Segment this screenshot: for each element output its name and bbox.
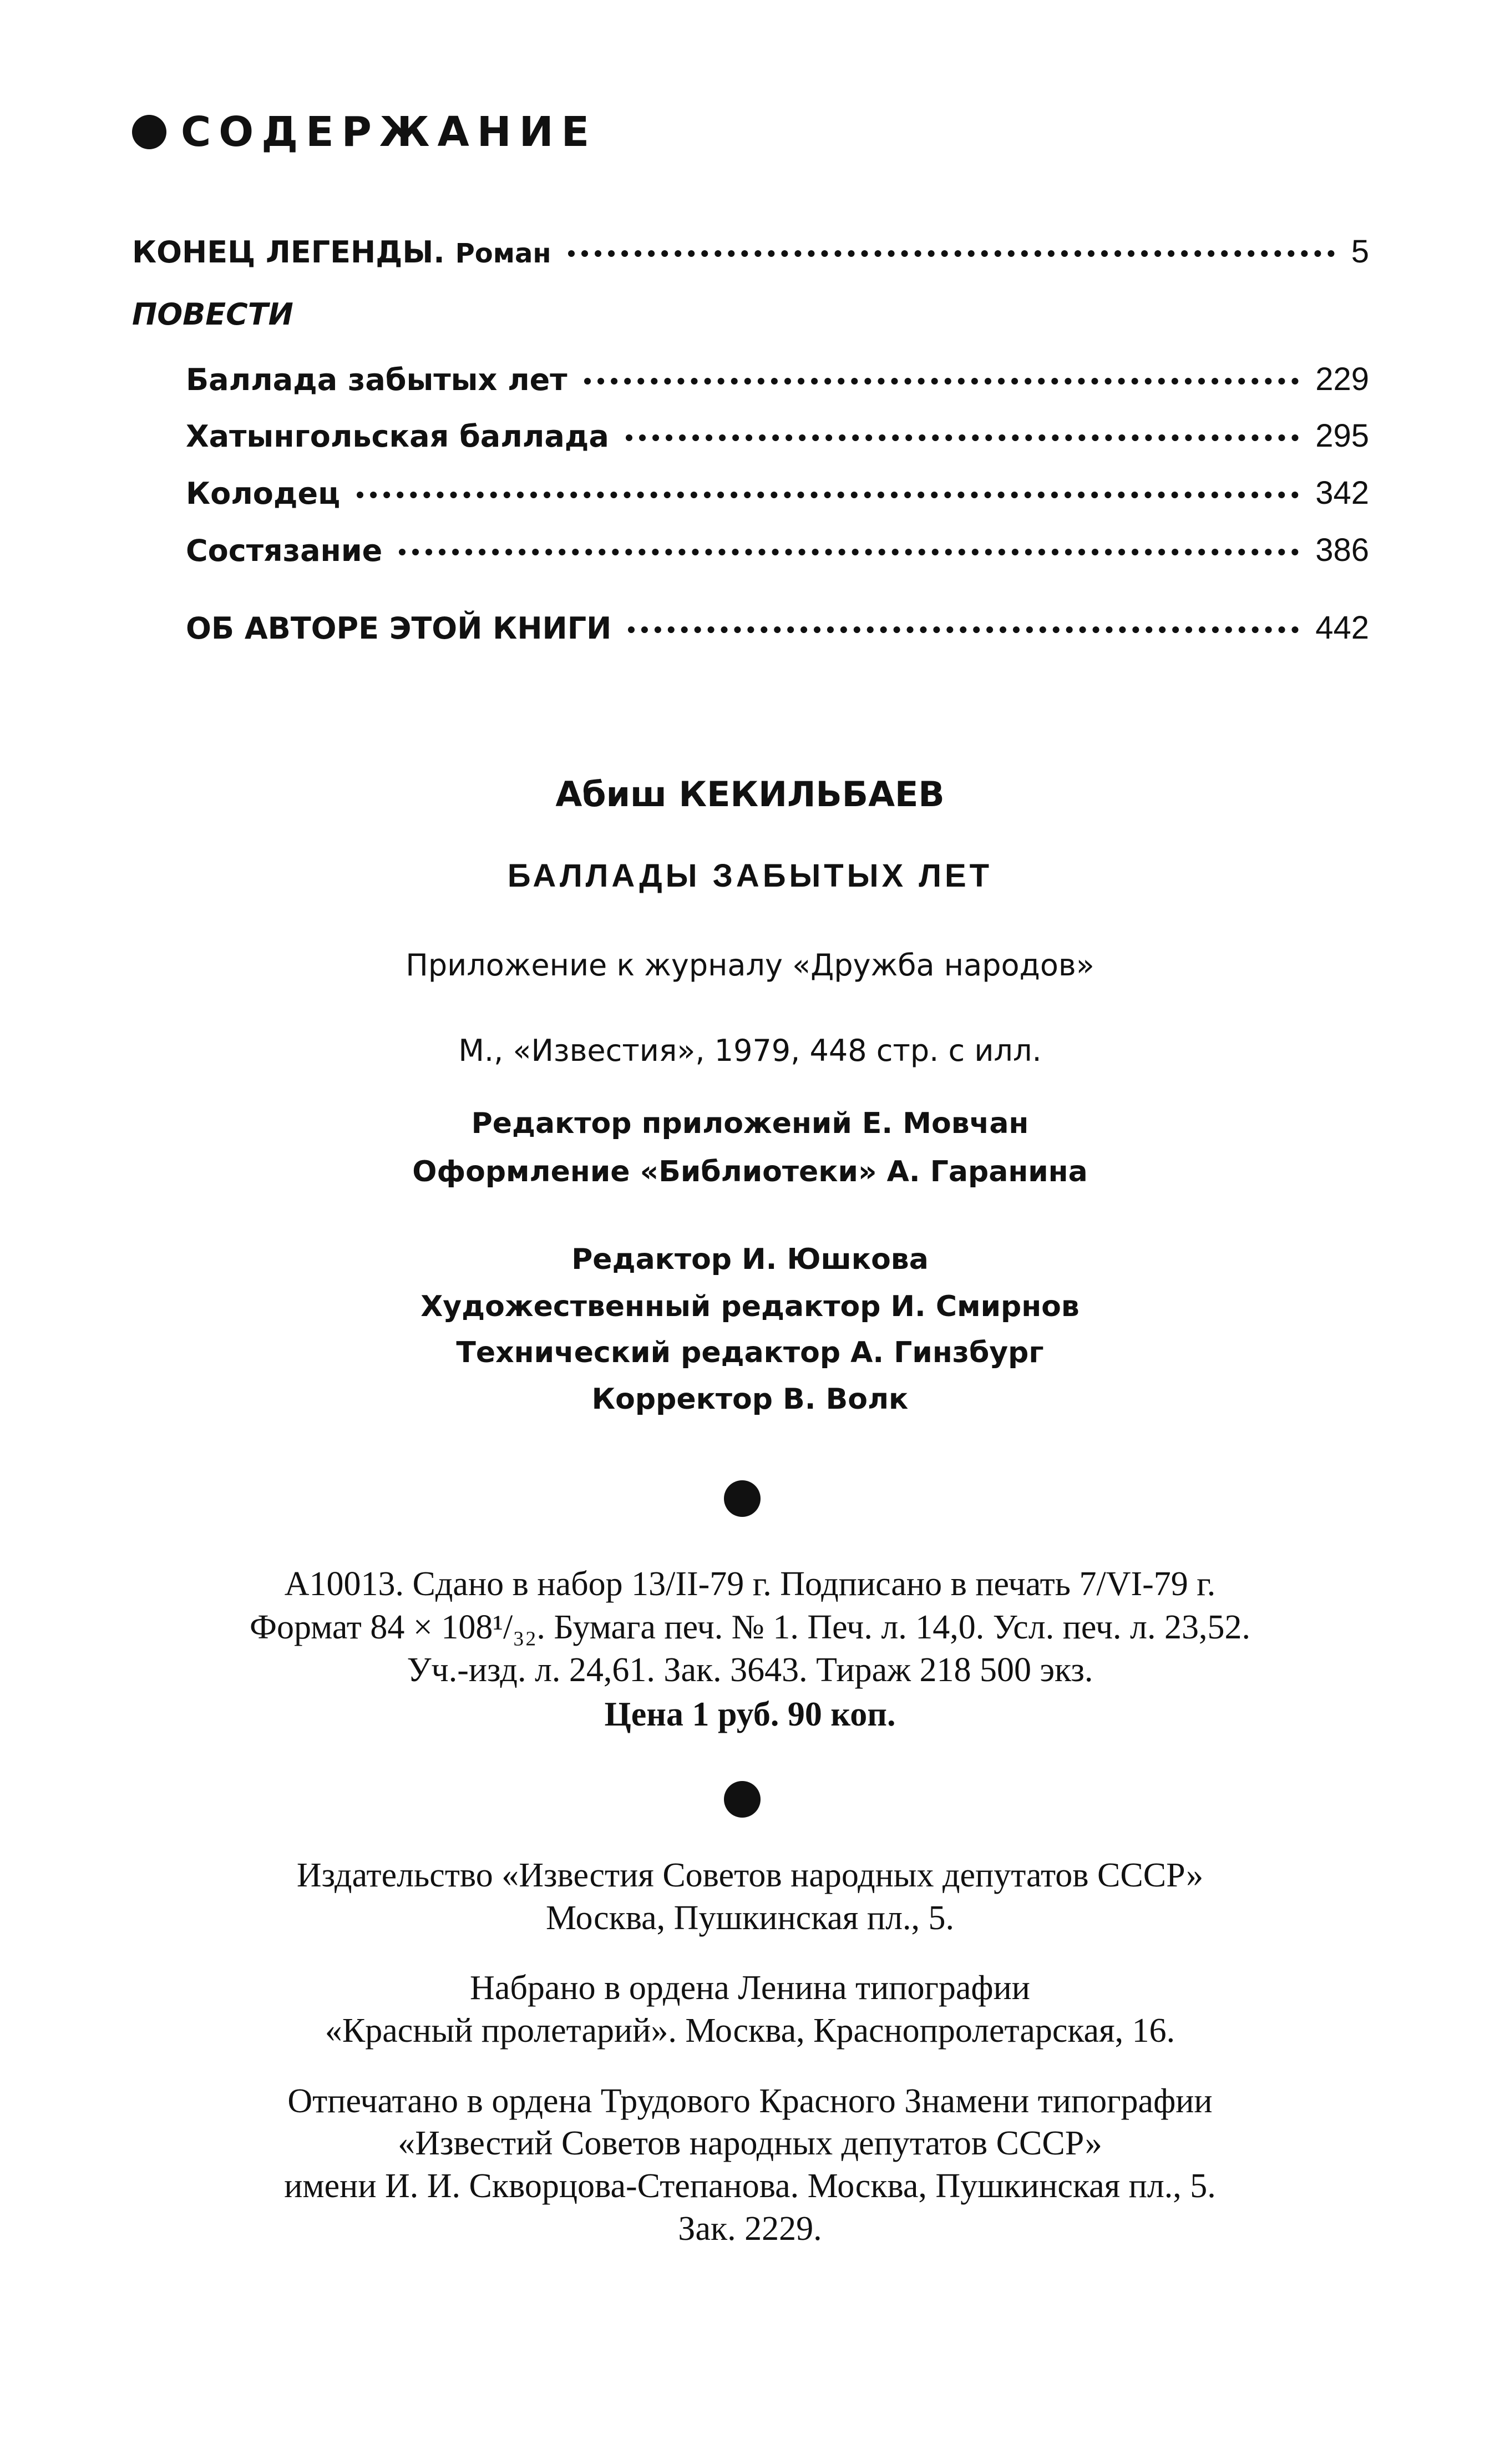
credit-line: Художественный редактор И. Смирнов bbox=[420, 1290, 1080, 1323]
dot-leader bbox=[626, 434, 1299, 441]
printing-line: «Известий Советов народных депутатов СССР» bbox=[398, 2124, 1102, 2162]
printing-line: Отпечатано в ордена Трудового Красного Знамени типографии bbox=[287, 2082, 1213, 2120]
toc-entry bbox=[132, 233, 1369, 277]
toc-entry-label: КОНЕЦ ЛЕГЕНДЫ. Роман bbox=[132, 235, 551, 270]
toc-entry-page: 295 bbox=[1315, 418, 1369, 454]
credit-line: Оформление «Библиотеки» А. Гаранина bbox=[412, 1155, 1088, 1188]
toc-entry-label: ОБ АВТОРЕ ЭТОЙ КНИГИ bbox=[186, 611, 612, 646]
publisher-line: Москва, Пушкинская пл., 5. bbox=[545, 1899, 955, 1937]
book-title: БАЛЛАДЫ ЗАБЫТЫХ ЛЕТ bbox=[507, 858, 993, 894]
author-name: Абиш КЕКИЛЬБАЕВ bbox=[555, 774, 945, 814]
print-details-line: А10013. Сдано в набор 13/II-79 г. Подписано в печать 7/VI-79 г. bbox=[284, 1565, 1216, 1603]
bullet-icon bbox=[132, 115, 166, 149]
typesetting-line: «Красный пролетарий». Москва, Краснопролетарская, 16. bbox=[325, 2012, 1175, 2050]
dot-leader bbox=[399, 549, 1299, 555]
toc-entry bbox=[186, 609, 1369, 654]
book-subtitle: Приложение к журналу «Дружба народов» bbox=[406, 948, 1094, 983]
credit-line: Корректор В. Волк bbox=[591, 1383, 909, 1416]
toc-entry-page: 5 bbox=[1351, 234, 1369, 270]
publisher-line: Издательство «Известия Советов народных депутатов СССР» bbox=[296, 1856, 1204, 1894]
toc-entry bbox=[186, 417, 1369, 462]
toc-entry-note: Роман bbox=[455, 238, 551, 269]
separator-bullet-icon bbox=[724, 1480, 761, 1517]
toc-entry bbox=[186, 361, 1369, 405]
credit-line: Редактор И. Юшкова bbox=[571, 1243, 929, 1276]
separator-bullet-icon bbox=[724, 1781, 761, 1818]
toc-entry-label: Состязание bbox=[186, 533, 383, 568]
toc-entry-label: Колодец bbox=[186, 476, 341, 511]
toc-entry-label: Хатынгольская баллада bbox=[186, 419, 609, 454]
price: Цена 1 руб. 90 коп. bbox=[604, 1696, 896, 1733]
toc-entry bbox=[186, 474, 1369, 519]
dot-leader bbox=[357, 492, 1299, 498]
order-number: Зак. 2229. bbox=[678, 2210, 822, 2248]
toc-section-heading: ПОВЕСТИ bbox=[132, 297, 293, 332]
print-details-line: Формат 84 × 108¹/₃₂. Бумага печ. № 1. Печ. л. 14,0. Усл. печ. л. 23,52. bbox=[250, 1608, 1250, 1646]
toc-title: СОДЕРЖАНИЕ bbox=[181, 108, 597, 156]
toc-entry-page: 386 bbox=[1315, 532, 1369, 568]
toc-header bbox=[132, 108, 597, 156]
credit-line: Технический редактор А. Гинзбург bbox=[456, 1336, 1044, 1369]
publication-info: М., «Известия», 1979, 448 стр. с илл. bbox=[458, 1033, 1042, 1068]
typesetting-line: Набрано в ордена Ленина типографии bbox=[470, 1969, 1030, 2007]
toc-entry-page: 342 bbox=[1315, 475, 1369, 511]
printing-line: имени И. И. Скворцова-Степанова. Москва, Пушкинская пл., 5. bbox=[284, 2167, 1216, 2205]
dot-leader bbox=[628, 626, 1299, 633]
dot-leader bbox=[568, 250, 1335, 257]
toc-entry-page: 442 bbox=[1315, 610, 1369, 646]
toc-entry bbox=[186, 532, 1369, 576]
toc-entry-label: Баллада забытых лет bbox=[186, 362, 567, 397]
toc-entry-page: 229 bbox=[1315, 361, 1369, 397]
credit-line: Редактор приложений Е. Мовчан bbox=[471, 1107, 1029, 1140]
print-details-line: Уч.-изд. л. 24,61. Зак. 3643. Тираж 218 500 экз. bbox=[407, 1651, 1093, 1689]
dot-leader bbox=[584, 378, 1299, 384]
